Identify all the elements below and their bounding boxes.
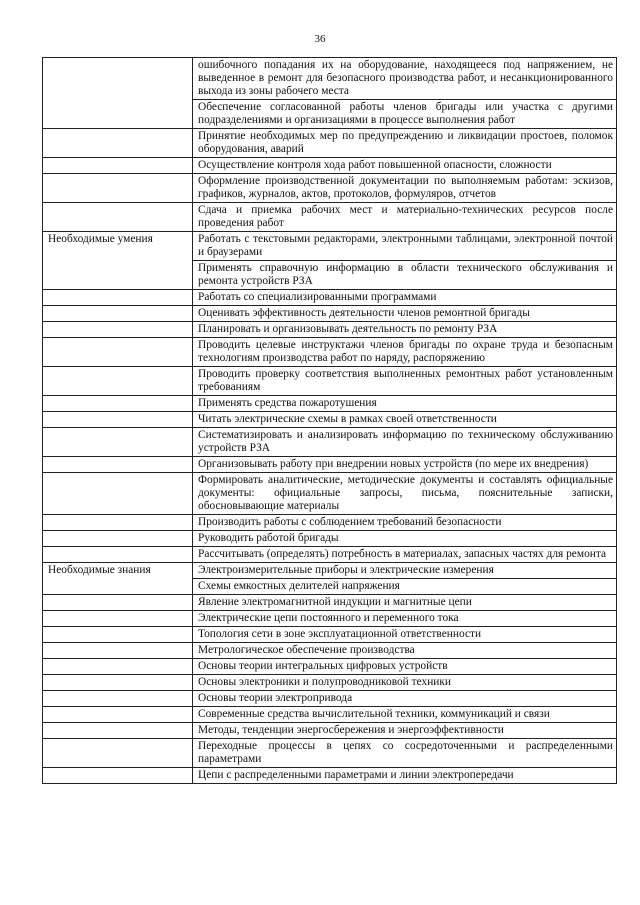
requirement-text: Формировать аналитические, методические документы и составлять официальные документы: официальные запросы, письма, пояснительные записки, обосновывающие материалы: [193, 473, 617, 515]
requirement-text: Электрические цепи постоянного и переменного тока: [193, 611, 617, 627]
section-label: Необходимые умения: [43, 232, 193, 261]
section-label-cell: [43, 338, 193, 367]
table-row: [43, 579, 617, 595]
section-label-cell: [43, 611, 193, 627]
requirement-text: Организовывать работу при внедрении новых устройств (по мере их внедрения): [193, 457, 617, 473]
table-row: [43, 100, 617, 129]
requirement-text: Производить работы с соблюдением требований безопасности: [193, 515, 617, 531]
requirement-text: Основы теории электропривода: [193, 691, 617, 707]
table-row: [43, 768, 617, 784]
competency-table-body: [43, 58, 617, 784]
table-row: [43, 675, 617, 691]
section-label-cell: [43, 203, 193, 232]
section-label: [43, 58, 193, 100]
requirement-text: Основы теории интегральных цифровых устройств: [193, 659, 617, 675]
table-row: [43, 723, 617, 739]
requirement-text: Топология сети в зоне эксплуатационной ответственности: [193, 627, 617, 643]
requirement-text: Оценивать эффективность деятельности членов ремонтной бригады: [193, 306, 617, 322]
section-label-cell: [43, 129, 193, 158]
table-row: [43, 306, 617, 322]
requirement-text: Переходные процессы в цепях со сосредоточенными и распределенными параметрами: [193, 739, 617, 768]
requirement-text: Осуществление контроля хода работ повышенной опасности, сложности: [193, 158, 617, 174]
table-row: [43, 58, 617, 100]
table-row: [43, 691, 617, 707]
section-label-cell: [43, 428, 193, 457]
requirement-text: Систематизировать и анализировать информацию по техническому обслуживанию устройств РЗА: [193, 428, 617, 457]
section-label-cell: [43, 457, 193, 473]
section-label-cell: [43, 627, 193, 643]
section-label-cell: [43, 100, 193, 129]
table-row: [43, 290, 617, 306]
table-row: [43, 396, 617, 412]
section-label-cell: [43, 396, 193, 412]
table-row: [43, 322, 617, 338]
requirement-text: Принятие необходимых мер по предупреждению и ликвидации простоев, поломок оборудования, аварий: [193, 129, 617, 158]
requirement-text: Планировать и организовывать деятельность по ремонту РЗА: [193, 322, 617, 338]
requirement-text: Явление электромагнитной индукции и магнитные цепи: [193, 595, 617, 611]
requirement-text: Электроизмерительные приборы и электрические измерения: [193, 563, 617, 579]
requirement-text: Применять средства пожаротушения: [193, 396, 617, 412]
table-row: [43, 158, 617, 174]
requirement-text: Читать электрические схемы в рамках своей ответственности: [193, 412, 617, 428]
section-label-cell: [43, 723, 193, 739]
section-label-cell: [43, 739, 193, 768]
requirement-text: Обеспечение согласованной работы членов бригады или участка с другими подразделениями и организациями в процессе выполнения работ: [193, 100, 617, 129]
section-label-cell: [43, 515, 193, 531]
requirement-text: Метрологическое обеспечение производства: [193, 643, 617, 659]
requirement-text: Руководить работой бригады: [193, 531, 617, 547]
table-row: [43, 515, 617, 531]
requirement-text: Методы, тенденции энергосбережения и энергоэффективности: [193, 723, 617, 739]
section-label-cell: [43, 412, 193, 428]
table-row: [43, 547, 617, 563]
section-label-cell: [43, 531, 193, 547]
section-label-cell: [43, 547, 193, 563]
section-label-cell: [43, 768, 193, 784]
table-row: [43, 261, 617, 290]
table-row: [43, 412, 617, 428]
table-row: [43, 659, 617, 675]
table-row: [43, 203, 617, 232]
table-row: [43, 129, 617, 158]
table-row: [43, 707, 617, 723]
table-row: [43, 627, 617, 643]
requirement-text: Работать с текстовыми редакторами, электронными таблицами, электронной почтой и браузерами: [193, 232, 617, 261]
section-label-cell: [43, 707, 193, 723]
section-label-cell: [43, 675, 193, 691]
table-row: [43, 595, 617, 611]
section-label-cell: [43, 158, 193, 174]
table-row: [43, 232, 617, 261]
requirement-text: Проводить целевые инструктажи членов бригады по охране труда и безопасным технологиям производства работ по наряду, распоряжению: [193, 338, 617, 367]
requirement-text: Схемы емкостных делителей напряжения: [193, 579, 617, 595]
section-label-cell: [43, 322, 193, 338]
requirement-text: Работать со специализированными программами: [193, 290, 617, 306]
page-number: 36: [314, 33, 326, 45]
requirement-text: Проводить проверку соответствия выполненных ремонтных работ установленным требованиям: [193, 367, 617, 396]
section-label-cell: [43, 659, 193, 675]
section-label-cell: [43, 367, 193, 396]
requirement-text: Цепи с распределенными параметрами и линии электропередачи: [193, 768, 617, 784]
section-label-cell: [43, 579, 193, 595]
table-row: [43, 174, 617, 203]
table-row: [43, 338, 617, 367]
table-row: [43, 611, 617, 627]
table-row: [43, 531, 617, 547]
section-label-cell: [43, 643, 193, 659]
table-row: [43, 739, 617, 768]
section-label-cell: [43, 290, 193, 306]
table-row: [43, 457, 617, 473]
section-label-cell: [43, 473, 193, 515]
requirement-text: ошибочного попадания их на оборудование, находящееся под напряжением, не выведенное в ремонт для безопасного производства работ, и несанкционированного выхода из зоны рабочего места: [193, 58, 617, 100]
requirement-text: Современные средства вычислительной техники, коммуникаций и связи: [193, 707, 617, 723]
table-row: [43, 428, 617, 457]
requirement-text: Сдача и приемка рабочих мест и материально-технических ресурсов после проведения работ: [193, 203, 617, 232]
section-label: Необходимые знания: [43, 563, 193, 579]
section-label-cell: [43, 261, 193, 290]
table-row: [43, 367, 617, 396]
table-row: [43, 473, 617, 515]
section-label-cell: [43, 306, 193, 322]
section-label-cell: [43, 691, 193, 707]
table-row: [43, 643, 617, 659]
table-row: [43, 563, 617, 579]
requirement-text: Применять справочную информацию в области технического обслуживания и ремонта устройств РЗА: [193, 261, 617, 290]
requirement-text: Оформление производственной документации по выполняемым работам: эскизов, графиков, журналов, актов, протоколов, формуляров, отчетов: [193, 174, 617, 203]
section-label-cell: [43, 595, 193, 611]
requirement-text: Рассчитывать (определять) потребность в материалах, запасных частях для ремонта: [193, 547, 617, 563]
requirement-text: Основы электроники и полупроводниковой техники: [193, 675, 617, 691]
competency-table: [42, 57, 617, 784]
section-label-cell: [43, 174, 193, 203]
